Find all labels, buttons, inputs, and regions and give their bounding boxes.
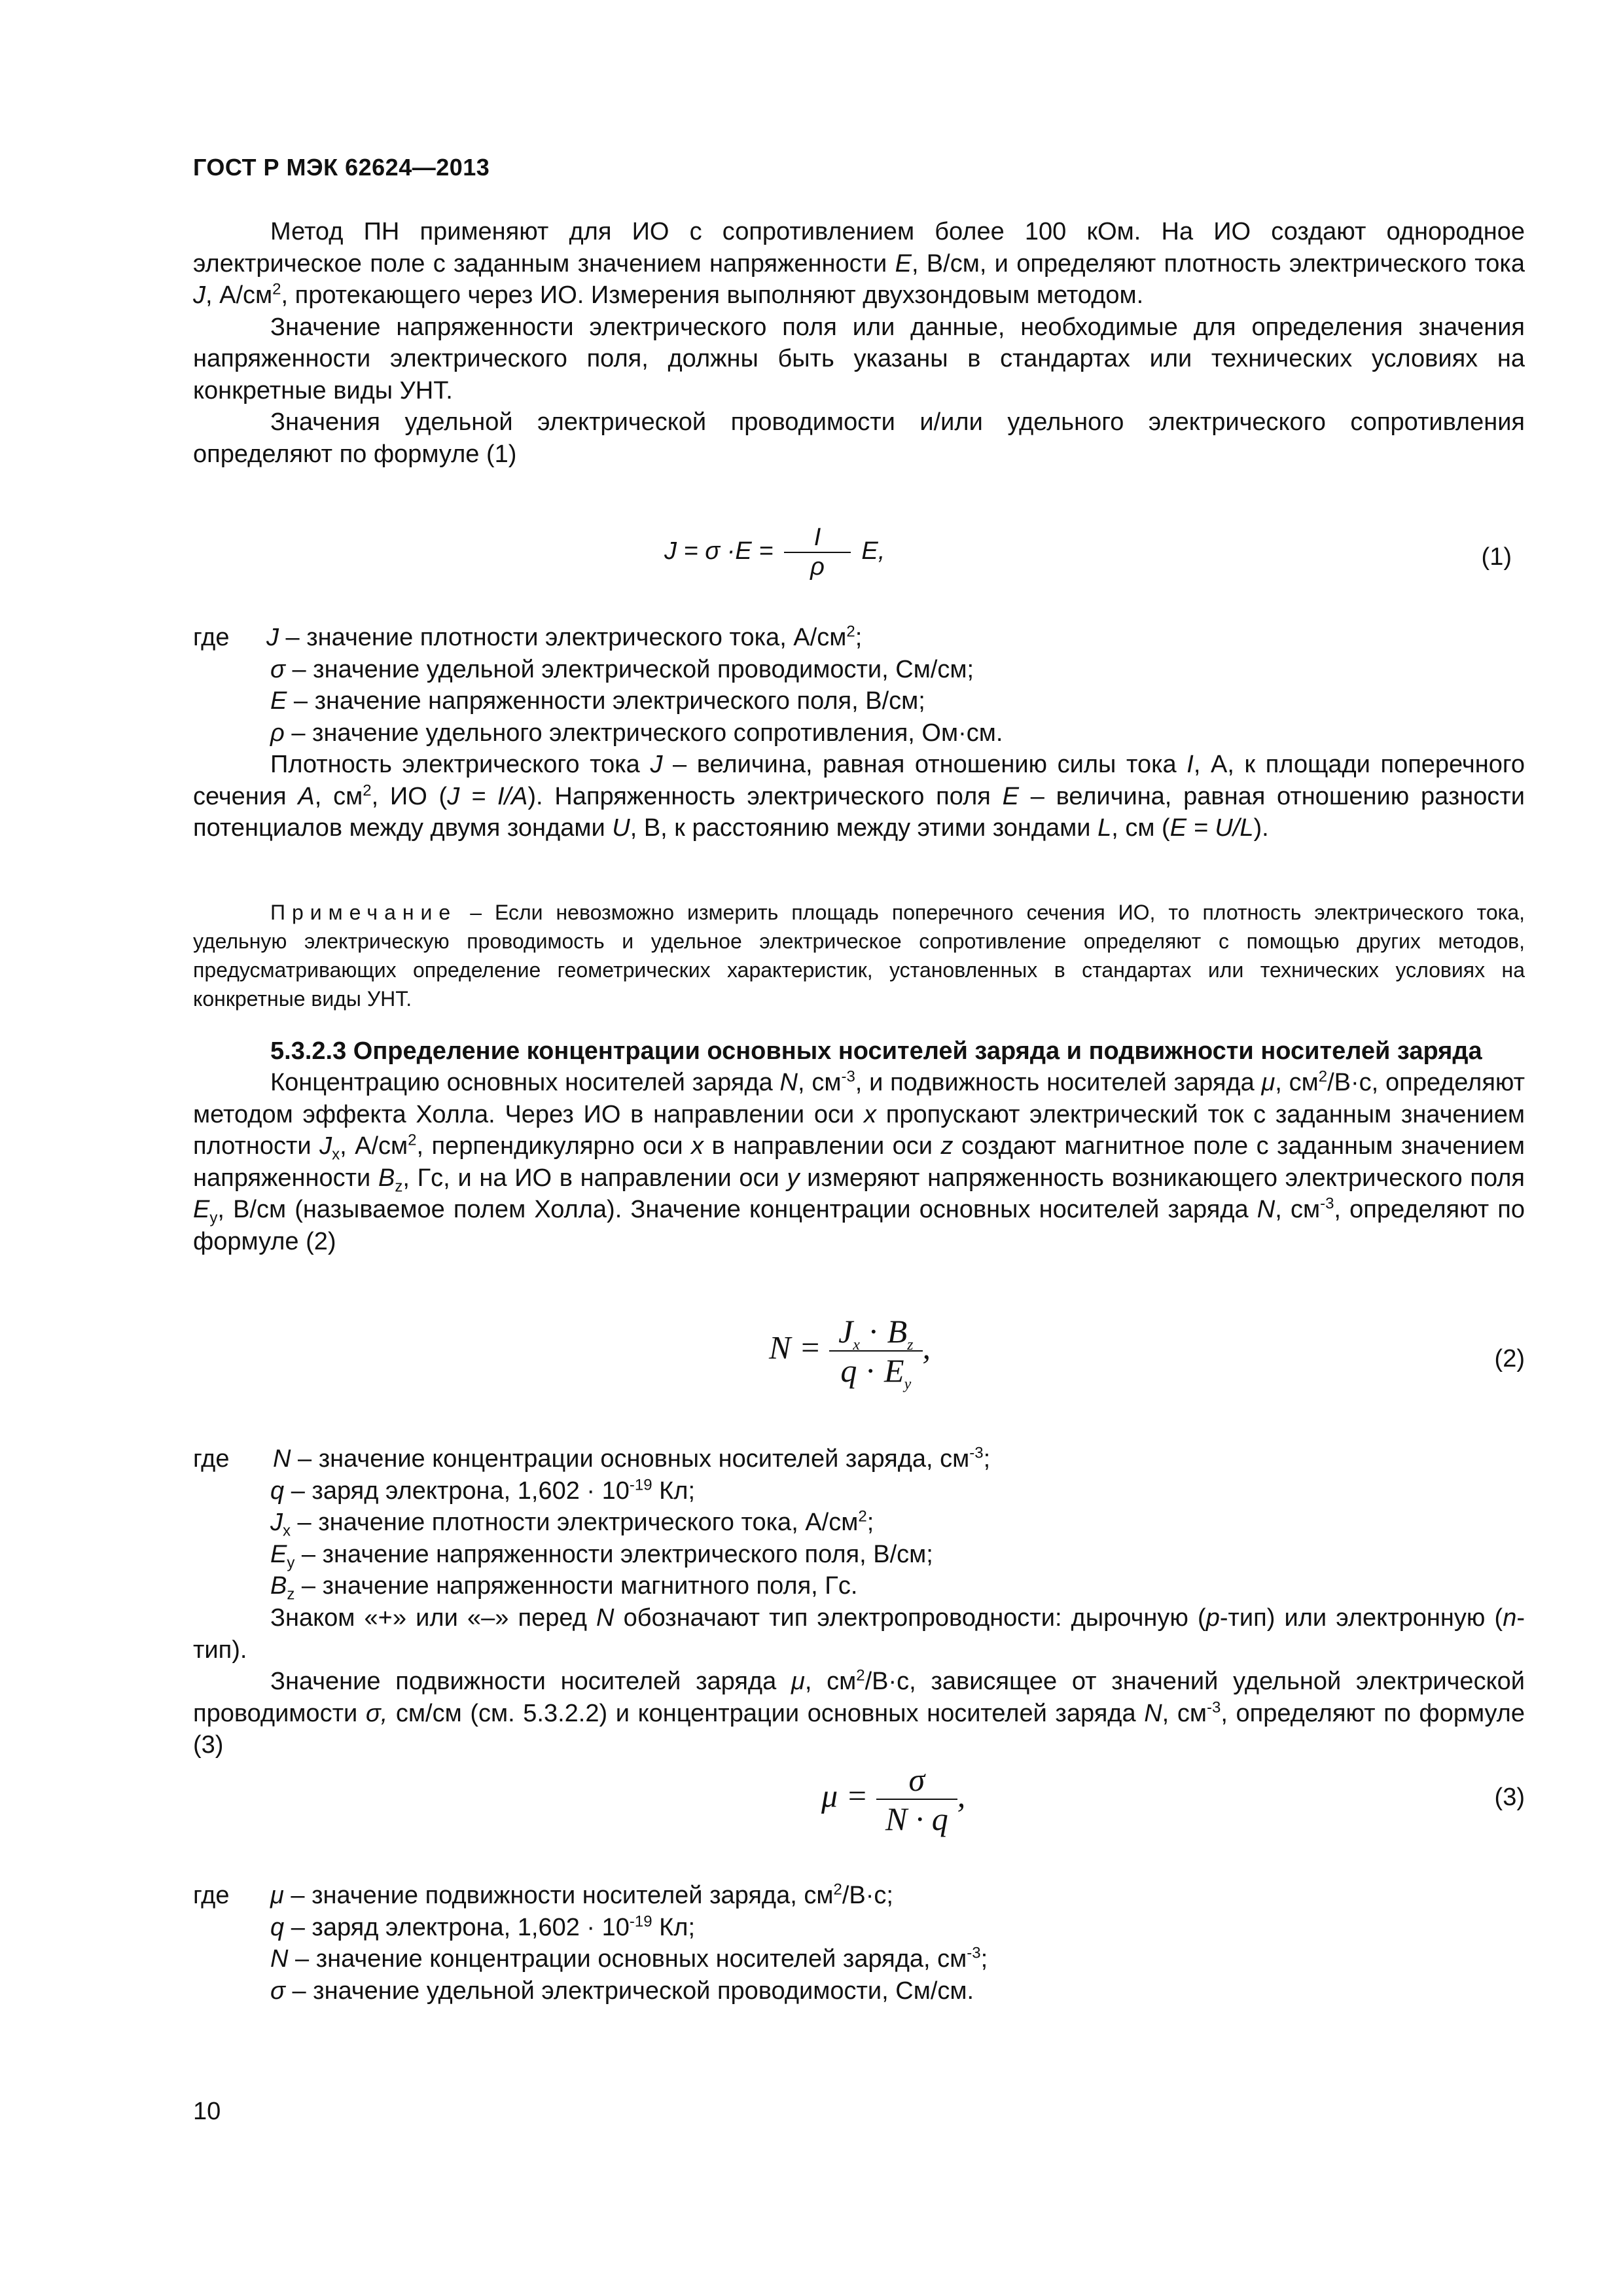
note-paragraph: Примечание – Если невозможно измерить площадь поперечного сечения ИО, то плотность электрического тока, удельную электрическую проводимость и удельное электрическое сопротивление определяют с помощью других методов, предусматривающих определение геометрических характеристик, установленных в стандартах или технических условиях на конкретные виды УНТ. bbox=[193, 901, 1525, 1011]
where-label: где bbox=[193, 1445, 230, 1473]
formula-3-number: (3) bbox=[1494, 1784, 1525, 1811]
formula-1-number: (1) bbox=[1481, 543, 1512, 571]
intro-section bbox=[193, 216, 1525, 470]
sign-mobility-section bbox=[193, 1602, 1525, 1761]
formula-2 bbox=[193, 1312, 1525, 1417]
formula-2-number: (2) bbox=[1494, 1345, 1525, 1372]
where-item: q – заряд электрона, $1,602 \cdot 10^{-19}$ Кл; bbox=[270, 1475, 696, 1505]
section-title: 5.3.2.3 Определение концентрации основных носителей заряда и подвижности носителей заряда bbox=[270, 1037, 1482, 1065]
where-label: где bbox=[193, 624, 230, 651]
where-label: где bbox=[193, 1882, 230, 1909]
formula-3-fraction: $\frac{\sigma}{N \cdot q}$ bbox=[876, 1761, 957, 1838]
formula-1 bbox=[193, 524, 1525, 596]
intro-paragraph-1: Метод ПН применяют для ИО с сопротивлением более 100 кОм. На ИО создают однородное электрическое поле с заданным значением напряженности E, В/см, и определяют плотность электрического тока J, $А/см^2$, протекающего через ИО. Измерения выполняют двухзондовым методом. bbox=[193, 218, 1525, 309]
formula-3 bbox=[193, 1761, 1525, 1852]
formula-3-expression: μ = $\frac{\sigma}{N \cdot q}$ , bbox=[821, 1761, 966, 1837]
where-item: N – значение концентрации основных носителей заряда, $см^{-3}$; bbox=[273, 1444, 991, 1473]
density-section bbox=[193, 749, 1525, 844]
where-item: $B_z$ – значение напряженности магнитного поля, Гс. bbox=[270, 1572, 858, 1604]
where-list-3 bbox=[193, 1880, 1525, 2007]
where-item: σ – значение удельной электрической проводимости, См/см; bbox=[270, 655, 974, 683]
page-number: 10 bbox=[193, 2098, 221, 2125]
where-item: $E_y$ – значение напряженности электрического поля, В/см; bbox=[270, 1540, 933, 1572]
where-item: σ – значение удельной электрической проводимости, См/см. bbox=[270, 1977, 974, 2005]
formula-1-fraction: $\frac{I}{\rho}$ bbox=[784, 524, 851, 581]
where-item: J – значение плотности электрического тока, $А/см^2$; bbox=[266, 622, 863, 651]
density-paragraph: Плотность электрического тока J – величина, равная отношению силы тока I, А, к площади поперечного сечения A, $см^2$, ИО (J = I/A). Напряженность электрического поля E – величина, равная отношению разности потенциалов между двумя зондами U, В, к расстоянию между этими зондами L, см (E = U/L). bbox=[193, 751, 1525, 842]
where-list-2 bbox=[193, 1443, 1525, 1602]
hall-paragraph: Концентрацию основных носителей заряда N, $см^{-3}$, и подвижность носителей заряда μ, $см^2/В\cdot с$, определяют методом эффекта Холла. Через ИО в направлении оси x пропускают электрический ток с заданным значением плотности $J_x$, $А/см^2$, перпендикулярно оси x в направлении оси z создают магнитное поле с заданным значением напряженности $B_z$, Гс, и на ИО в направлении оси y измеряют напряженность возникающего электрического поля $E_y$, В/см (называемое полем Холла). Значение концентрации основных носителей заряда N, $см^{-3}$, определяют по формуле (2) bbox=[193, 1067, 1525, 1255]
sign-paragraph: Знаком «+» или «–» перед N обозначают тип электропроводности: дырочную (p-тип) или электронную (n-тип). bbox=[193, 1604, 1525, 1664]
document-header: ГОСТ Р МЭК 62624—2013 bbox=[193, 154, 490, 181]
where-item: ρ – значение удельного электрического сопротивления, Ом·см. bbox=[270, 719, 1003, 747]
where-item: $J_x$ – значение плотности электрического тока, $А/см^2$; bbox=[270, 1507, 874, 1540]
where-item: E – значение напряженности электрического поля, В/см; bbox=[270, 687, 925, 715]
intro-paragraph-2: Значение напряженности электрического поля или данные, необходимые для определения значения напряженности электрического поля, должны быть указаны в стандартах или технических условиях на конкретные виды УНТ. bbox=[193, 313, 1525, 404]
where-item: q – заряд электрона, $1,602 \cdot 10^{-19}$ Кл; bbox=[270, 1912, 696, 1941]
where-item: μ – значение подвижности носителей заряда, $см^2/В\cdot с$; bbox=[270, 1880, 893, 1909]
where-item: N – значение концентрации основных носителей заряда, $см^{-3}$; bbox=[270, 1944, 988, 1973]
formula-2-expression: N = $\frac{J_x \cdot B_z}{q \cdot E_y}$ , bbox=[769, 1313, 931, 1393]
note-label: Примечание bbox=[270, 901, 457, 924]
formula-2-fraction: $\frac{J_x \cdot B_z}{q \cdot E_y}$ bbox=[829, 1312, 922, 1390]
note-section bbox=[193, 898, 1525, 1013]
where-list-1 bbox=[193, 622, 1525, 749]
mobility-paragraph: Значение подвижности носителей заряда μ, $см^2/В\cdot с$, зависящее от значений удельной электрической проводимости σ, см/см (см. 5.3.2.2) и концентрации основных носителей заряда N, $см^{-3}$, определяют по формуле (3) bbox=[193, 1666, 1525, 1759]
formula-1-expression: J = σ ·E = $\frac{I}{\rho}$ E, bbox=[664, 524, 885, 581]
intro-paragraph-3: Значения удельной электрической проводимости и/или удельного электрического сопротивления определяют по формуле (1) bbox=[193, 408, 1525, 468]
section-5-3-2-3 bbox=[193, 1035, 1525, 1257]
